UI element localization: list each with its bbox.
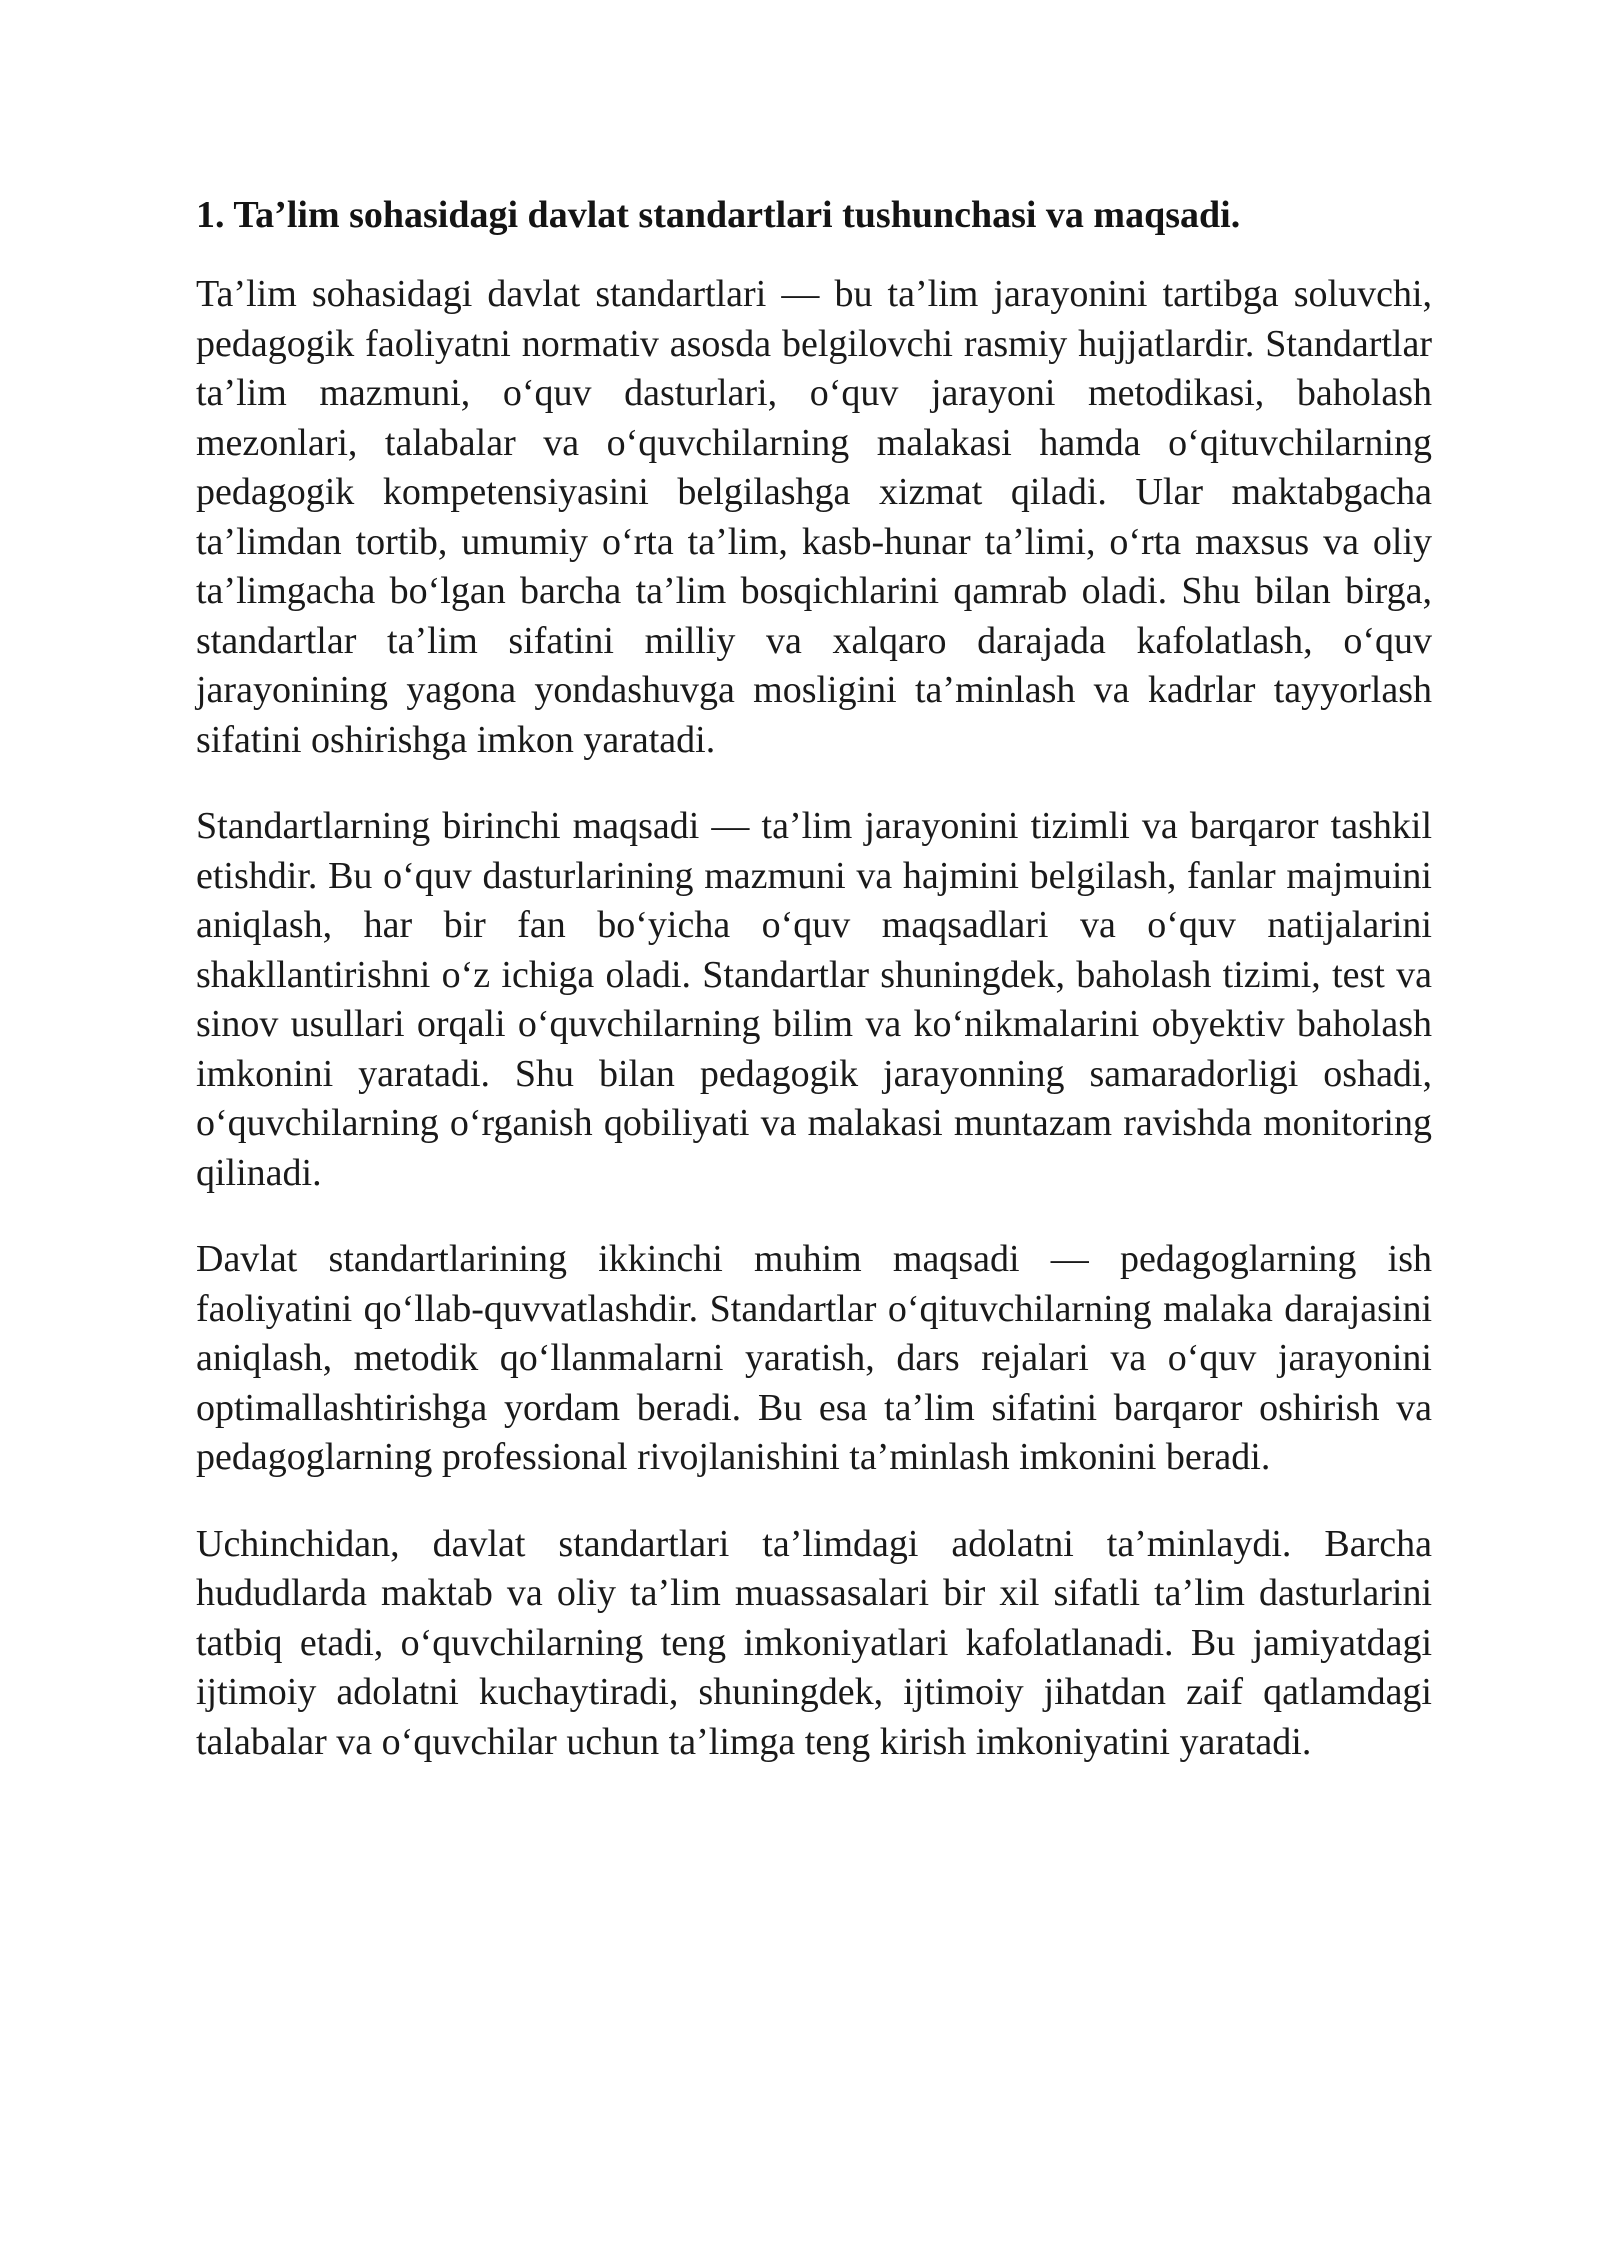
- paragraph-first-goal: Standartlarning birinchi maqsadi — ta’lim jarayonini tizimli va barqaror tashkil etishdir. Bu o‘quv dasturlarining mazmuni va hajmini belgilash, fanlar majmuini aniqlash, har bir fan bo‘yicha o‘quv maqsadlari va o‘quv natijalarini shakllantirishni o‘z ichiga oladi. Standartlar shuningdek, baholash tizimi, test va sinov usullari orqali o‘quvchilarning bilim va ko‘nikmalarini obyektiv baholash imkonini yaratadi. Shu bilan pedagogik jarayonning samaradorligi oshadi, o‘quvchilarning o‘rganish qobiliyati va malakasi muntazam ravishda monitoring qilinadi.: [196, 805, 1432, 1194]
- paragraph-definition: Ta’lim sohasidagi davlat standartlari — bu ta’lim jarayonini tartibga soluvchi, pedagogik faoliyatni normativ asosda belgilovchi rasmiy hujjatlardir. Standartlar ta’lim mazmuni, o‘quv dasturlari, o‘quv jarayoni metodikasi, baholash mezonlari, talabalar va o‘quvchilarning malakasi hamda o‘qituvchilarning pedagogik kompetensiyasini belgilashga xizmat qiladi. Ular maktabgacha ta’limdan tortib, umumiy o‘rta ta’lim, kasb-hunar ta’limi, o‘rta maxsus va oliy ta’limgacha bo‘lgan barcha ta’lim bosqichlarini qamrab oladi. Shu bilan birga, standartlar ta’lim sifatini milliy va xalqaro darajada kafolatlash, o‘quv jarayonining yagona yondashuvga mosligini ta’minlash va kadrlar tayyorlash sifatini oshirishga imkon yaratadi.: [196, 273, 1432, 761]
- paragraph-third-goal: Uchinchidan, davlat standartlari ta’limdagi adolatni ta’minlaydi. Barcha hududlarda maktab va oliy ta’lim muassasalari bir xil sifatli ta’lim dasturlarini tatbiq etadi, o‘quvchilarning teng imkoniyatlari kafolatlanadi. Bu jamiyatdagi ijtimoiy adolatni kuchaytiradi, shuningdek, ijtimoiy jihatdan zaif qatlamdagi talabalar va o‘quvchilar uchun ta’limga teng kirish imkoniyatini yaratadi.: [196, 1522, 1432, 1763]
- paragraph-second-goal: Davlat standartlarining ikkinchi muhim maqsadi — pedagoglarning ish faoliyatini qo‘llab-quvvatlashdir. Standartlar o‘qituvchilarning malaka darajasini aniqlash, metodik qo‘llanmalarni yaratish, dars rejalari va o‘quv jarayonini optimallashtirishga yordam beradi. Bu esa ta’lim sifatini barqaror oshirish va pedagoglarning professional rivojlanishini ta’minlash imkonini beradi.: [196, 1238, 1432, 1478]
- section-heading: 1. Ta’lim sohasidagi davlat standartlari tushunchasi va maqsadi.: [196, 194, 1241, 236]
- document-page: [196, 190, 1432, 1804]
